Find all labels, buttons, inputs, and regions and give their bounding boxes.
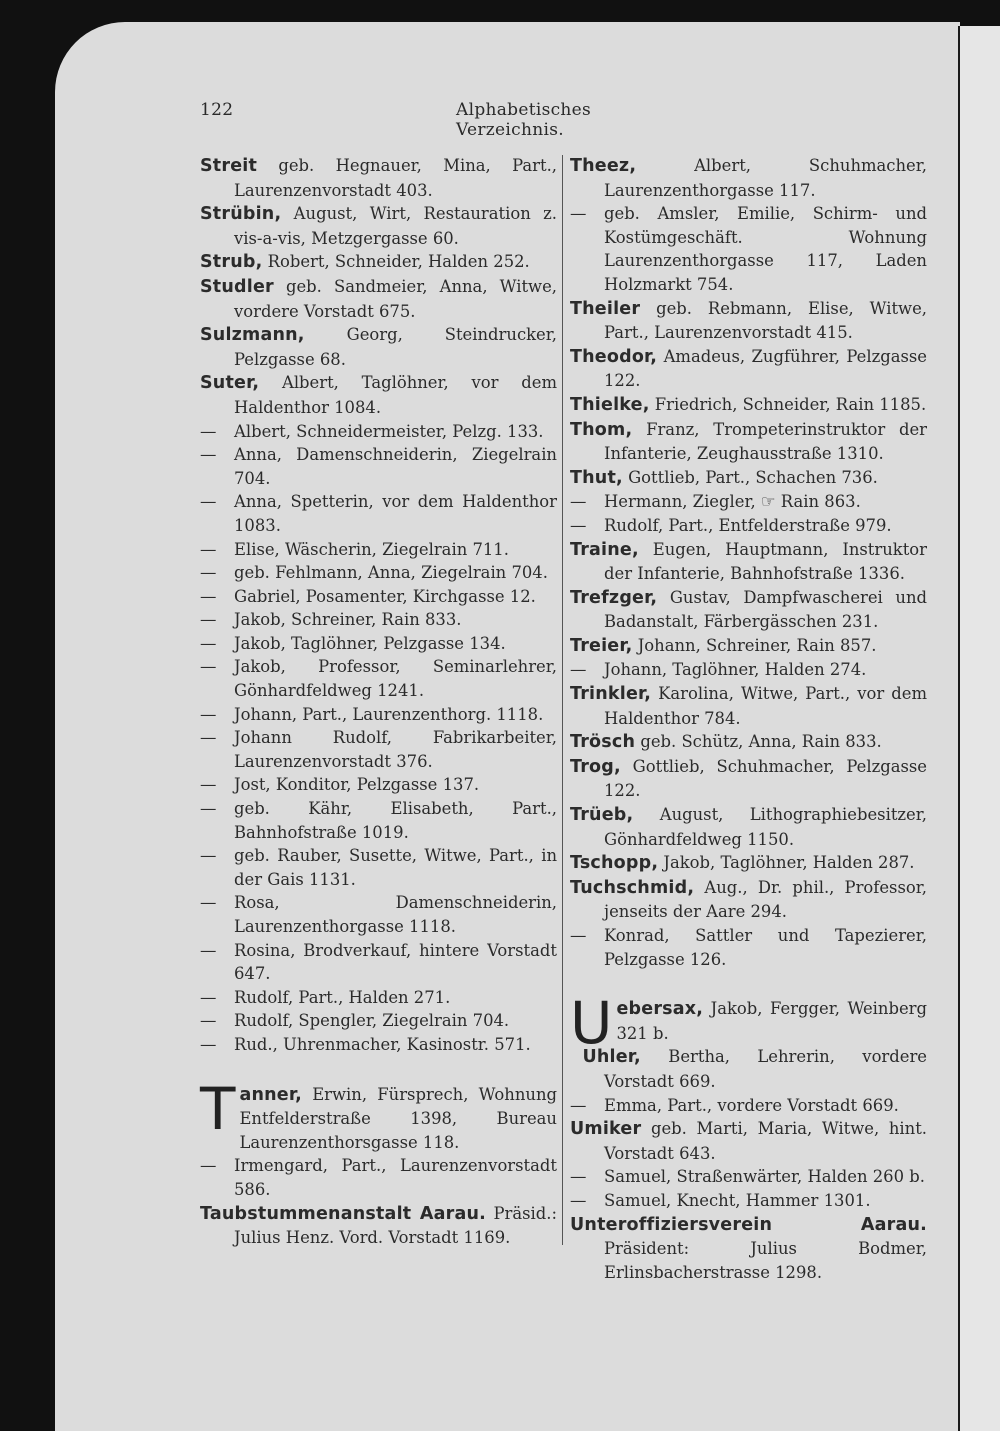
drop-cap: T (200, 1074, 236, 1143)
directory-entry (200, 844, 557, 891)
directory-entry (200, 371, 557, 419)
directory-entry (570, 682, 927, 730)
entry-surname: Umiker (570, 1119, 642, 1140)
ditto-dash: — (200, 987, 217, 1007)
directory-entry (570, 730, 927, 755)
ditto-dash: — (200, 539, 217, 559)
entry-surname: Treier, (570, 635, 633, 656)
directory-entry (200, 202, 557, 250)
directory-entry (570, 876, 927, 924)
directory-entry (200, 561, 557, 585)
entry-details: Aug., Dr. phil., Professor, jenseits der Aare 294. (604, 877, 927, 922)
directory-entry (570, 393, 927, 418)
entry-surname: Trinkler, (570, 684, 652, 705)
directory-entry (200, 797, 557, 844)
entry-surname: Strübin, (200, 204, 282, 225)
directory-entry (570, 586, 927, 634)
entry-details: August, Wirt, Restauration z. vis-a-vis, Metzgergasse 60. (234, 204, 557, 248)
entry-surname: ebersax, (616, 999, 704, 1020)
directory-entry (200, 490, 557, 537)
entry-surname: Sulzmann, (200, 325, 305, 346)
entry-details: Irmengard, Part., Laurenzenvorstadt 586. (234, 1156, 557, 1199)
entry-details: Rosa, Damenschneiderin, Laurenzenthorgasse 1118. (234, 893, 557, 936)
ditto-dash: — (200, 657, 217, 677)
column-divider (562, 155, 563, 1245)
entry-details: Gottlieb, Part., Schachen 736. (622, 467, 878, 487)
ditto-dash: — (570, 1167, 587, 1187)
page-header (200, 100, 700, 140)
entry-details: geb. Sandmeier, Anna, Witwe, vordere Vorstadt 675. (234, 276, 557, 321)
directory-entry (200, 1074, 557, 1155)
section-gap (570, 971, 927, 997)
ditto-dash: — (200, 1011, 217, 1031)
ditto-dash: — (200, 893, 217, 913)
directory-entry (570, 345, 927, 393)
directory-entry (570, 538, 927, 586)
entry-details: Amadeus, Zugführer, Pelzgasse 122. (604, 346, 927, 391)
entry-details: Präsid.: Julius Henz. Vord. Vorstadt 1169. (234, 1203, 557, 1248)
left-column (200, 154, 557, 1250)
ditto-dash: — (570, 1095, 587, 1115)
entry-details: Albert, Schneidermeister, Pelzg. 133. (234, 421, 544, 441)
entry-details: Friedrich, Schneider, Rain 1185. (649, 394, 927, 414)
entry-details: Jost, Konditor, Pelzgasse 137. (234, 775, 480, 795)
entry-details: Albert, Taglöhner, vor dem Haldenthor 1084. (234, 373, 557, 417)
entry-details: Jakob, Schreiner, Rain 833. (234, 610, 462, 630)
entry-details: Konrad, Sattler und Tapezierer, Pelzgasse 126. (604, 926, 927, 969)
directory-entry (570, 1189, 927, 1213)
directory-entry (570, 490, 927, 514)
entry-surname: anner, (239, 1084, 302, 1105)
entry-details: Rudolf, Spengler, Ziegelrain 704. (234, 1011, 510, 1031)
directory-entry (200, 703, 557, 727)
ditto-dash: — (200, 586, 217, 606)
entry-surname: Trog, (570, 756, 621, 777)
entry-details: Johann, Part., Laurenzenthorg. 1118. (234, 704, 544, 724)
entry-surname: Theiler (570, 298, 641, 319)
entry-details: Hermann, Ziegler, ☞ Rain 863. (604, 492, 861, 512)
directory-entry (200, 726, 557, 773)
directory-entry (570, 658, 927, 682)
entry-details: Franz, Trompeterinstruktor der Infanterie, Zeughausstraße 1310. (604, 419, 927, 464)
directory-entry (570, 851, 927, 876)
ditto-dash: — (570, 1190, 587, 1210)
directory-entry (200, 1202, 557, 1250)
directory-entry (200, 250, 557, 275)
entry-details: August, Lithographiebesitzer, Gönhardfeldweg 1150. (604, 805, 927, 849)
directory-entry (200, 1009, 557, 1033)
drop-cap: U (570, 989, 613, 1058)
entry-details: Gabriel, Posamenter, Kirchgasse 12. (234, 586, 536, 606)
entry-details: Präsident: Julius Bodmer, Erlinsbacherstrasse 1298. (604, 1239, 927, 1282)
directory-entry (200, 986, 557, 1010)
directory-entry (200, 655, 557, 702)
entry-details: Elise, Wäscherin, Ziegelrain 711. (234, 539, 509, 559)
directory-entry (200, 323, 557, 371)
entry-details: Johann, Taglöhner, Halden 274. (604, 660, 867, 680)
ditto-dash: — (200, 421, 217, 441)
entry-details: Rudolf, Part., Halden 271. (234, 987, 451, 1007)
ditto-dash: — (570, 204, 587, 224)
directory-entry (570, 297, 927, 345)
directory-entry (200, 154, 557, 202)
entry-details: Eugen, Hauptmann, Instruktor der Infanterie, Bahnhofstraße 1336. (604, 539, 927, 584)
directory-entry (200, 632, 557, 656)
directory-entry (570, 418, 927, 466)
directory-entry (200, 773, 557, 797)
directory-entry (200, 443, 557, 490)
ditto-dash: — (570, 660, 587, 680)
ditto-dash: — (200, 940, 217, 960)
directory-entry (570, 154, 927, 202)
directory-entry (200, 1154, 557, 1201)
next-page-edge (958, 26, 1000, 1431)
directory-entry (200, 538, 557, 562)
entry-details: Georg, Steindrucker, Pelzgasse 68. (234, 325, 557, 369)
directory-entry (570, 803, 927, 851)
entry-details: Bertha, Lehrerin, vordere Vorstadt 669. (604, 1047, 927, 1091)
directory-entry (570, 202, 927, 296)
entry-surname: Thom, (570, 419, 633, 440)
entry-details: Jakob, Taglöhner, Halden 287. (658, 853, 915, 873)
directory-entry (570, 634, 927, 659)
entry-details: geb. Fehlmann, Anna, Ziegelrain 704. (234, 563, 548, 583)
entry-surname: Uhler, (582, 1047, 641, 1068)
directory-entry (570, 1045, 927, 1093)
entry-details: geb. Kähr, Elisabeth, Part., Bahnhofstraße 1019. (234, 799, 557, 842)
entry-surname: Unteroffiziersverein Aarau. (570, 1214, 927, 1235)
ditto-dash: — (200, 1156, 217, 1176)
ditto-dash: — (200, 704, 217, 724)
entry-details: geb. Rebmann, Elise, Witwe, Part., Laurenzenvorstadt 415. (604, 298, 927, 343)
directory-entry (200, 608, 557, 632)
entry-surname: Tschopp, (570, 853, 659, 874)
entry-details: Jakob, Professor, Seminarlehrer, Gönhardfeldweg 1241. (234, 657, 557, 701)
entry-details: Anna, Spetterin, vor dem Haldenthor 1083. (234, 492, 557, 535)
ditto-dash: — (200, 610, 217, 630)
entry-details: Gustav, Dampfwascherei und Badanstalt, Färbergässchen 231. (604, 587, 927, 632)
ditto-dash: — (570, 492, 587, 512)
right-column (570, 154, 927, 1284)
entry-surname: Tuchschmid, (570, 877, 695, 898)
ditto-dash: — (200, 492, 217, 512)
entry-surname: Suter, (200, 373, 260, 394)
ditto-dash: — (200, 633, 217, 653)
directory-entry (570, 924, 927, 971)
entry-details: Samuel, Knecht, Hammer 1301. (604, 1190, 871, 1210)
directory-entry (200, 275, 557, 323)
entry-surname: Trüeb, (570, 805, 634, 826)
entry-surname: Studler (200, 276, 274, 297)
entry-details: Erwin, Fürsprech, Wohnung Entfelderstraße 1398, Bureau Laurenzenthorsgasse 118. (239, 1084, 557, 1152)
entry-details: Johann Rudolf, Fabrikarbeiter, Laurenzenvorstadt 376. (234, 728, 557, 771)
entry-details: Rudolf, Part., Entfelderstraße 979. (604, 515, 892, 535)
ditto-dash: — (200, 846, 217, 866)
directory-entry (200, 891, 557, 938)
directory-entry (570, 466, 927, 491)
directory-entry (570, 514, 927, 538)
entry-details: Rud., Uhrenmacher, Kasinostr. 571. (234, 1034, 531, 1054)
entry-surname: Theez, (570, 156, 637, 176)
directory-entry (200, 939, 557, 986)
directory-entry (200, 420, 557, 444)
entry-details: geb. Schütz, Anna, Rain 833. (635, 732, 882, 752)
entry-details: geb. Rauber, Susette, Witwe, Part., in der Gais 1131. (234, 846, 557, 889)
entry-details: Albert, Schuhmacher, Laurenzenthorgasse 117. (604, 156, 927, 200)
directory-entry (570, 1165, 927, 1189)
section-gap (200, 1057, 557, 1083)
directory-entry (570, 1117, 927, 1165)
directory-entry (570, 1213, 927, 1285)
entry-details: Jakob, Fergger, Weinberg 321 b. (616, 999, 927, 1043)
ditto-dash: — (200, 775, 217, 795)
entry-details: Gottlieb, Schuhmacher, Pelzgasse 122. (604, 756, 927, 801)
entry-details: Karolina, Witwe, Part., vor dem Haldenthor 784. (604, 684, 927, 728)
entry-surname: Thielke, (570, 394, 650, 415)
entry-surname: Thut, (570, 467, 623, 488)
directory-entry (200, 585, 557, 609)
ditto-dash: — (200, 445, 217, 465)
entry-details: Jakob, Taglöhner, Pelzgasse 134. (234, 633, 506, 653)
entry-surname: Traine, (570, 539, 639, 560)
entry-surname: Trefzger, (570, 587, 658, 608)
ditto-dash: — (200, 799, 217, 819)
entry-details: Emma, Part., vordere Vorstadt 669. (604, 1095, 899, 1115)
entry-details: geb. Amsler, Emilie, Schirm- und Kostümgeschäft. Wohnung Laurenzenthorgasse 117, Laden Holzmarkt 754. (604, 204, 927, 294)
ditto-dash: — (200, 563, 217, 583)
entry-surname: Taubstummenanstalt Aarau. (200, 1203, 486, 1224)
directory-entry (570, 1094, 927, 1118)
page-title: Alphabetisches Verzeichnis. (456, 100, 592, 140)
ditto-dash: — (200, 728, 217, 748)
entry-surname: Trösch (570, 732, 636, 753)
entry-surname: Strub, (200, 252, 263, 273)
entry-surname: Streit (200, 156, 258, 176)
ditto-dash: — (570, 515, 587, 535)
page-number: 122 (200, 100, 234, 120)
entry-details: Rosina, Brodverkauf, hintere Vorstadt 647. (234, 940, 557, 984)
entry-details: Samuel, Straßenwärter, Halden 260 b. (604, 1167, 925, 1187)
entry-surname: Theodor, (570, 346, 658, 367)
entry-details: Anna, Damenschneiderin, Ziegelrain 704. (234, 445, 557, 488)
entry-details: geb. Hegnauer, Mina, Part., Laurenzenvorstadt 403. (234, 156, 557, 200)
directory-entry (570, 755, 927, 803)
entry-details: Robert, Schneider, Halden 252. (262, 252, 530, 272)
entry-details: geb. Marti, Maria, Witwe, hint. Vorstadt 643. (604, 1119, 927, 1163)
directory-entry (200, 1033, 557, 1057)
entry-details: Johann, Schreiner, Rain 857. (632, 635, 877, 655)
ditto-dash: — (200, 1034, 217, 1054)
ditto-dash: — (570, 926, 587, 945)
